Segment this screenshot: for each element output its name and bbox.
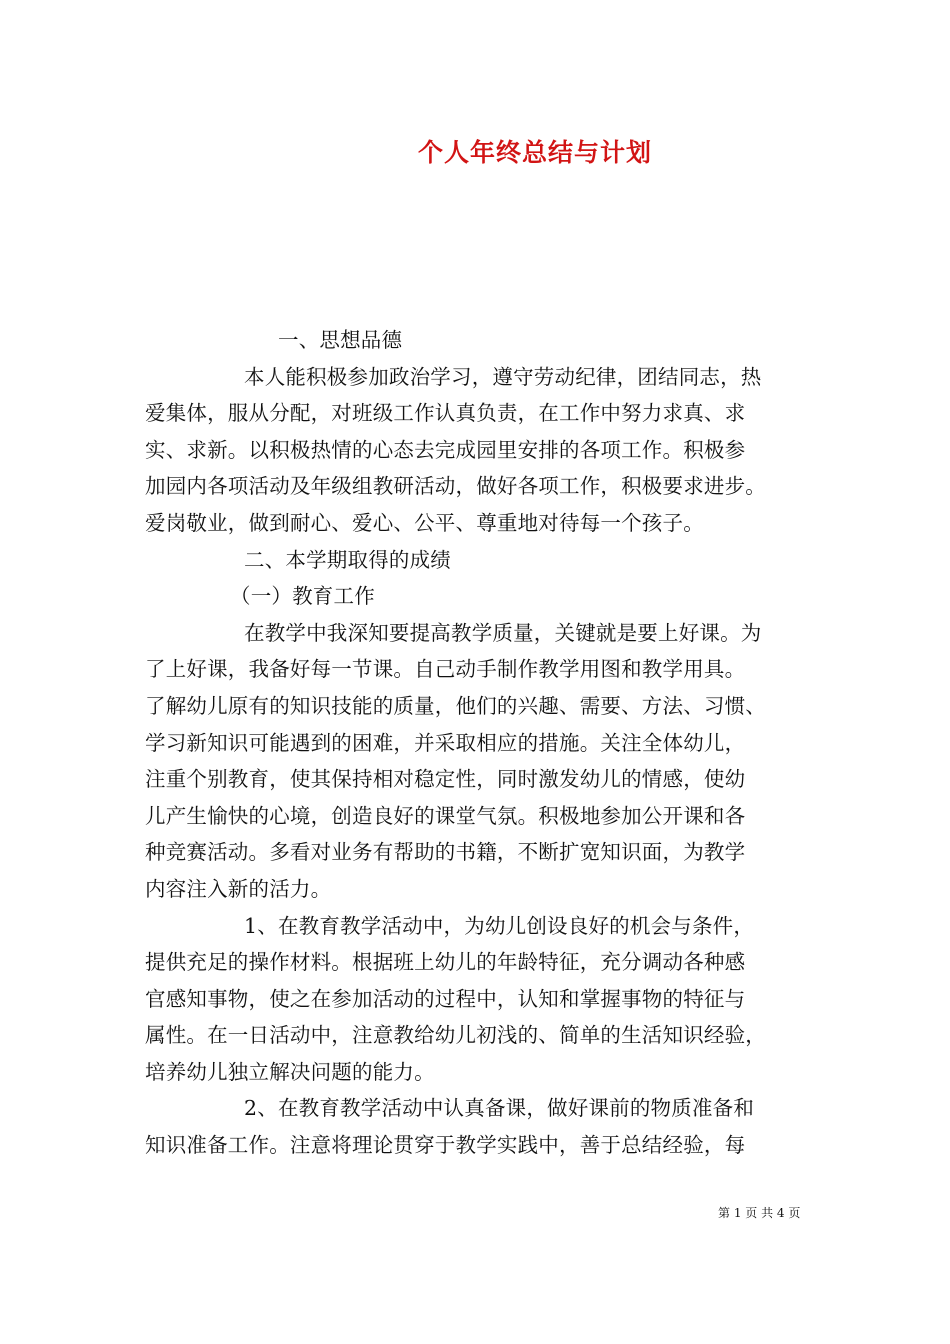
text-line: 学习新知识可能遇到的困难，并采取相应的措施。关注全体幼儿， xyxy=(145,730,746,755)
text-line: 知识准备工作。注意将理论贯穿于教学实践中，善于总结经验，每 xyxy=(145,1133,746,1158)
text-line: 加园内各项活动及年级组教研活动，做好各项工作，积极要求进步。 xyxy=(145,474,766,499)
text-line: 内容注入新的活力。 xyxy=(145,876,332,901)
document-title: 个人年终总结与计划 xyxy=(417,138,652,167)
text-line: 了解幼儿原有的知识技能的质量，他们的兴趣、需要、方法、习惯、 xyxy=(145,693,766,718)
text-line: 培养幼儿独立解决问题的能力。 xyxy=(145,1059,435,1084)
text-line: 属性。在一日活动中，注意教给幼儿初浅的、简单的生活知识经验， xyxy=(145,1023,766,1048)
document-body xyxy=(145,322,810,1164)
text-line: 爱集体，服从分配，对班级工作认真负责，在工作中努力求真、求 xyxy=(145,401,746,426)
section-heading: 一、思想品德 xyxy=(278,328,403,352)
text-line: 官感知事物，使之在参加活动的过程中，认知和掌握事物的特征与 xyxy=(145,986,746,1011)
text-line: 注重个别教育，使其保持相对稳定性，同时激发幼儿的情感，使幼 xyxy=(145,767,746,792)
page-number: 第 1 页 共 4 页 xyxy=(718,1206,801,1220)
text-line: 1、在教育教学活动中，为幼儿创设良好的机会与条件， xyxy=(244,913,755,938)
text-line: 儿产生愉快的心境，创造良好的课堂气氛。积极地参加公开课和各 xyxy=(145,803,746,828)
text-line: 2、在教育教学活动中认真备课，做好课前的物质准备和 xyxy=(244,1096,755,1121)
text-line: 提供充足的操作材料。根据班上幼儿的年龄特征，充分调动各种感 xyxy=(145,950,746,975)
section-heading: （一）教育工作 xyxy=(230,584,375,609)
text-line: 在教学中我深知要提高教学质量，关键就是要上好课。为 xyxy=(244,620,762,645)
section-heading: 二、本学期取得的成绩 xyxy=(244,547,451,572)
text-line: 爱岗敬业，做到耐心、爱心、公平、尊重地对待每一个孩子。 xyxy=(145,510,704,535)
text-line: 了上好课，我备好每一节课。自己动手制作教学用图和教学用具。 xyxy=(145,657,746,682)
text-line: 种竞赛活动。多看对业务有帮助的书籍，不断扩宽知识面，为教学 xyxy=(145,840,746,865)
text-line: 本人能积极参加政治学习，遵守劳动纪律，团结同志，热 xyxy=(244,364,762,389)
text-line: 实、求新。以积极热情的心态去完成园里安排的各项工作。积极参 xyxy=(145,437,746,462)
